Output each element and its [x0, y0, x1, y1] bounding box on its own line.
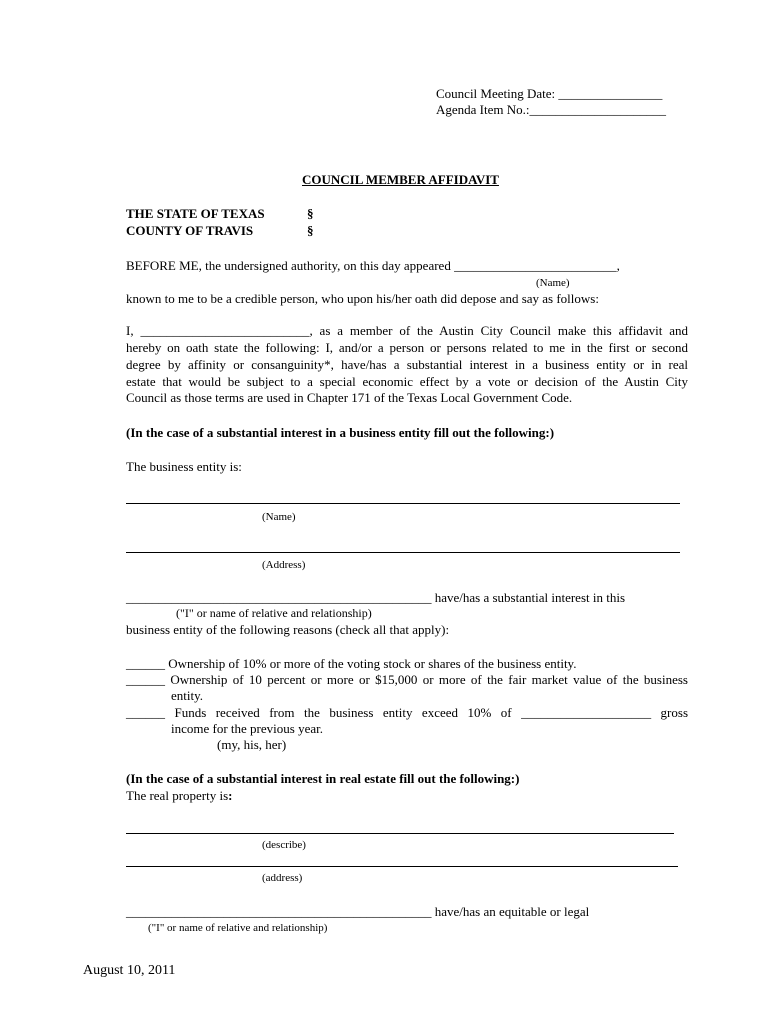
reasons-intro: business entity of the following reasons (check all that apply):: [126, 622, 450, 637]
real-estate-section-heading: (In the case of a substantial interest in real estate fill out the following:): [126, 771, 520, 786]
section-mark-county: §: [307, 223, 314, 238]
real-property-intro-line: [126, 788, 233, 804]
venue-county: COUNTY OF TRAVIS: [126, 223, 254, 238]
footer-date: August 10, 2011: [83, 963, 176, 978]
property-address-line[interactable]: [126, 866, 678, 867]
paragraph-line-5: Council as those terms are used in Chapter 171 of the Texas Local Government Code.: [126, 390, 573, 405]
business-relation-caption: ("I" or name of relative and relationship): [176, 606, 372, 620]
real-property-colon: :: [228, 788, 233, 803]
document-title: COUNCIL MEMBER AFFIDAVIT: [302, 172, 499, 187]
business-address-caption: (Address): [262, 559, 306, 571]
paragraph-line-1[interactable]: I, __________________________, as a member of the Austin City Council make this affidavit and: [126, 323, 688, 338]
paragraph-line-3: degree by affinity or consanguinity*, have/has a substantial interest in a business entity or in real: [126, 357, 688, 372]
business-name-line[interactable]: [126, 503, 680, 504]
reason-option-funds-cont: income for the previous year.: [171, 721, 323, 736]
section-mark-state: §: [307, 206, 314, 221]
business-entity-intro: The business entity is:: [126, 459, 242, 474]
property-describe-line[interactable]: [126, 833, 674, 834]
reason-option-market-value-cont: entity.: [171, 688, 204, 703]
reason-option-voting-stock[interactable]: ______ Ownership of 10% or more of the voting stock or shares of the business entity.: [126, 656, 577, 671]
appeared-name-field[interactable]: BEFORE ME, the undersigned authority, on this day appeared _________________________,: [126, 258, 620, 273]
business-address-line[interactable]: [126, 552, 680, 553]
property-address-caption: (address): [262, 872, 303, 884]
possessive-caption: (my, his, her): [217, 737, 287, 752]
property-relation-caption: ("I" or name of relative and relationship): [148, 922, 328, 934]
real-property-intro: The real property is: [126, 788, 229, 803]
business-section-heading: (In the case of a substantial interest in a business entity fill out the following:): [126, 425, 555, 440]
paragraph-line-4: estate that would be subject to a special economic effect by a vote or decision of the Austin City: [126, 374, 688, 389]
property-interest-field[interactable]: _______________________________________________ have/has an equitable or legal: [126, 904, 590, 919]
meeting-date-field[interactable]: Council Meeting Date: ________________: [436, 86, 663, 101]
agenda-item-field[interactable]: Agenda Item No.:_____________________: [436, 102, 667, 117]
business-name-caption: (Name): [262, 511, 296, 523]
reason-option-market-value[interactable]: ______ Ownership of 10 percent or more or $15,000 or more of the fair market value of the business: [126, 672, 688, 687]
business-interest-field[interactable]: _______________________________________________ have/has a substantial interest in this: [126, 590, 626, 605]
venue-state: THE STATE OF TEXAS: [126, 206, 265, 221]
name-caption: (Name): [536, 277, 570, 289]
property-describe-caption: (describe): [262, 839, 306, 851]
intro-oath-text: known to me to be a credible person, who upon his/her oath did depose and say as follows:: [126, 291, 599, 306]
paragraph-line-2: hereby on oath state the following: I, and/or a person or persons related to me in the first or second: [126, 340, 688, 355]
reason-option-funds-received[interactable]: ______ Funds received from the business entity exceed 10% of ____________________ gross: [126, 705, 688, 720]
